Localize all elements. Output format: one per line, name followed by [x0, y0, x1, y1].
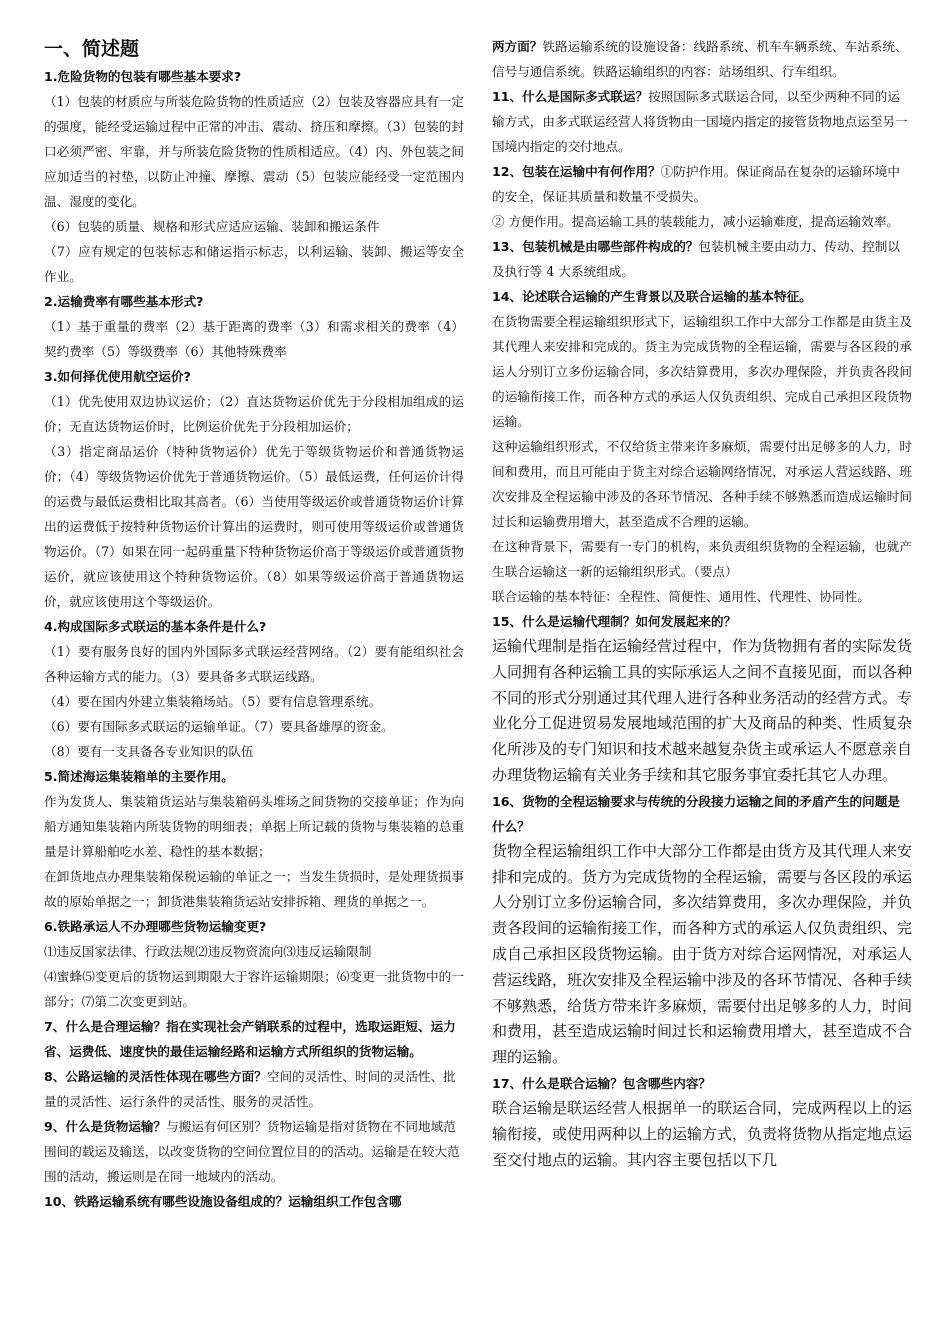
question-title	[44, 914, 464, 939]
answer-paragraph: 运输代理制是指在运输经营过程中，作为货物拥有者的实际发货人同拥有各种运输工具的实际承运人之间不直接见面，而以各种不同的形式分别通过其代理人进行各种业务活动的经营方式。专业化分工促进贸易发展地域范围的扩大及商品的种类、性质复杂化所涉及的专门知识和技术越来越复杂货主或承运人不愿意亲自办理货物运输有关业务手续和其它服务事宜委托其它人办理。	[492, 637, 913, 784]
question-text: 10、铁路运输系统有哪些设施设备组成的？运输组织工作包含哪	[44, 1194, 402, 1209]
question-title	[492, 234, 912, 284]
question-title	[492, 789, 912, 839]
right-column	[492, 34, 912, 1173]
answer-paragraph: （1）要有服务良好的国内外国际多式联运经营网络。（2）要有能组织社会各种运输方式的能力。（3）要具备多式联运线路。	[44, 644, 464, 684]
section-heading: 一、简述题	[44, 38, 140, 60]
answer-paragraph: （1）包装的材质应与所装危险货物的性质适应（2）包装及容器应具有一定的强度，能经受运输过程中正常的冲击、震动、挤压和摩擦。（3）包装的封口必须严密、牢靠，并与所装危险货物的性质相适应。（4）内、外包装之间应加适当的衬垫，以防止冲撞、摩擦、震动（5）包装应能经受一定范围内温、湿度的变化。	[44, 94, 464, 209]
question-title	[44, 1189, 464, 1214]
question-title	[492, 159, 912, 209]
answer-paragraph: 作为发货人、集装箱货运站与集装箱码头堆场之间货物的交接单证；作为向船方通知集装箱内所装货物的明细表；单据上所记载的货物与集装箱的总重量是计算船舶吃水差、稳性的基本数据；	[44, 794, 464, 859]
question-title	[44, 64, 464, 89]
question-text: 6.铁路承运人不办理哪些货物运输变更?	[44, 919, 267, 934]
answer-paragraph: ② 方便作用。提高运输工具的装载能力，减小运输难度，提高运输效率。	[492, 214, 900, 229]
question-text: 7、什么是合理运输？指在实现社会产销联系的过程中，选取运距短、运力省、运费低、速度快的最佳运输经路和运输方式所组织的货物运输。	[44, 1019, 456, 1059]
question-title	[44, 614, 464, 639]
answer-paragraph: （7）应有规定的包装标志和储运指示标志，以利运输、装卸、搬运等安全作业。	[44, 244, 464, 284]
question-text: 12、包装在运输中有何作用？	[492, 164, 661, 179]
answer-paragraph: ⑷蜜蜂⑸变更后的货物运到期限大于容许运输期限；⑹变更一批货物中的一部分；⑺第二次变更到站。	[44, 969, 464, 1009]
answer-paragraph: 这种运输组织形式，不仅给货主带来许多麻烦，需要付出足够多的人力，时间和费用，而且可能由于货主对综合运输网络情况，对承运人营运线路、班次安排及全程运输中涉及的各环节情况、各种手续不够熟悉而造成运输时间过长和运输费用增大，甚至造成不合理的运输。	[492, 439, 912, 529]
question-title	[492, 284, 912, 309]
question-title	[44, 364, 464, 389]
question-text: 16、货物的全程运输要求与传统的分段接力运输之间的矛盾产生的问题是什么？	[492, 793, 900, 834]
inline-answer: 包装机械主要由动力、传动、控制以及执行等 4 大系统组成。	[492, 239, 900, 279]
question-text: 9、什么是货物运输？	[44, 1119, 167, 1134]
answer-paragraph: 货物全程运输组织工作中大部分工作都是由货方及其代理人来安排和完成的。货方为完成货物的全程运输，需要与各区段的承运人分别订立多份运输合同，多次结算费用，多次办理保险，并负责各段间的运输衔接工作，而各种方式的承运人仅负责组织、完成自己承担区段货物运输。由于货方对综合运网情况，对承运人营运线路，班次安排及全程运输中涉及的各环节情况、各种手续不够熟悉，给货方带来许多麻烦，需要付出足够多的人力，时间和费用，甚至造成运输时间过长和运输费用增大，甚至造成不合理的运输。	[492, 841, 913, 1067]
question-text: 8、公路运输的灵活性体现在哪些方面？	[44, 1069, 267, 1084]
question-text: 4.构成国际多式联运的基本条件是什么?	[44, 619, 267, 634]
question-text: 两方面？	[492, 39, 543, 54]
inline-answer: 铁路运输系统的设施设备：线路系统、机车车辆系统、车站系统、信号与通信系统。铁路运输组织的内容：站场组织、行车组织。	[492, 39, 908, 79]
inline-answer: 按照国际多式联运合同，以至少两种不同的运输方式，由多式联运经营人将货物由一国境内指定的接管货物地点运至另一国境内指定的交付地点。	[492, 89, 908, 154]
question-title	[44, 764, 464, 789]
answer-paragraph: ⑴违反国家法律、行政法规⑵违反物资流向⑶违反运输限制	[44, 944, 372, 959]
question-text: 17、什么是联合运输？包含哪些内容？	[492, 1075, 712, 1091]
answer-paragraph: 在这种背景下，需要有一专门的机构，来负责组织货物的全程运输，也就产生联合运输这一新的运输组织形式。（要点）	[492, 539, 912, 579]
inline-answer: 与搬运有何区别？货物运输是指对货物在不同地域范围间的载运及输送，以改变货物的空间位置位目的的活动。运输是在较大范围的活动，搬运则是在同一地域内的活动。	[44, 1119, 460, 1184]
question-title	[492, 609, 912, 634]
left-column	[44, 34, 464, 1214]
inline-answer: ①防护作用。保证商品在复杂的运输环境中的安全，保证其质量和数量不受损失。	[492, 164, 900, 204]
answer-paragraph: （1）基于重量的费率（2）基于距离的费率（3）和需求相关的费率（4）契约费率（5）等级费率（6）其他特殊费率	[44, 319, 464, 359]
question-text: 14、论述联合运输的产生背景以及联合运输的基本特征。	[492, 289, 812, 304]
answer-paragraph: （6）包装的质量、规格和形式应适应运输、装卸和搬运条件	[44, 219, 380, 234]
answer-paragraph: （8）要有一支具备各专业知识的队伍	[44, 744, 254, 759]
answer-paragraph: 联合运输是联运经营人根据单一的联运合同，完成两程以上的运输衔接，或使用两种以上的运输方式，负责将货物从指定地点运至交付地点的运输。其内容主要包括以下几	[492, 1098, 913, 1169]
answer-paragraph: （1）优先使用双边协议运价；（2）直达货物运价优先于分段相加组成的运价；无直达货物运价时，比例运价优先于分段相加运价；	[44, 394, 464, 434]
answer-paragraph: 在卸货地点办理集装箱保税运输的单证之一；当发生货损时，是处理货损事故的原始单据之一；卸货港集装箱货运站安排拆箱、理货的单据之一。	[44, 869, 464, 909]
answer-paragraph: 联合运输的基本特征：全程性、简便性、通用性、代理性、协同性。	[492, 589, 870, 604]
question-title	[492, 84, 912, 159]
answer-paragraph: （6）要有国际多式联运的运输单证。（7）要具备雄厚的资金。	[44, 719, 394, 734]
question-title	[44, 1014, 464, 1064]
question-title	[492, 34, 912, 84]
question-title	[44, 1064, 464, 1114]
answer-paragraph: （3）指定商品运价（特种货物运价）优先于等级货物运价和普通货物运价；（4）等级货物运价优先于普通货物运价。（5）最低运费，任何运价计得的运费与最低运费相比取其高者。（6）当使用等级运价或普通货物运价计算出的运费低于按特种货物运价计算出的运费时，则可使用等级运价或普通货物运价。（7）如果在同一起码重量下特种货物运价高于等级运价或普通货物运价，就应该使用这个特种货物运价。（8）如果等级运价高于普通货物运价，就应该使用这个等级运价。	[44, 444, 464, 609]
question-text: 11、什么是国际多式联运？	[492, 89, 649, 104]
question-text: 1.危险货物的包装有哪些基本要求?	[44, 69, 242, 84]
question-text: 2.运输费率有哪些基本形式?	[44, 294, 204, 309]
question-text: 13、包装机械是由哪些部件构成的？	[492, 239, 699, 254]
question-text: 3.如何择优使用航空运价?	[44, 369, 191, 384]
answer-paragraph: 在货物需要全程运输组织形式下，运输组织工作中大部分工作都是由货主及其代理人来安排和完成的。货主为完成货物的全程运输，需要与各区段的承运人分别订立多份运输合同，多次结算费用，多次办理保险，并负责各段间的运输衔接工作，而各种方式的承运人仅负责组织、完成自己承担区段货物运输。	[492, 314, 912, 429]
answer-paragraph: （4）要在国内外建立集装箱场站。（5）要有信息管理系统。	[44, 694, 382, 709]
question-title	[492, 1071, 912, 1096]
inline-answer: 空间的灵活性、时间的灵活性、批量的灵活性、运行条件的灵活性、服务的灵活性。	[44, 1069, 456, 1109]
question-title	[44, 289, 464, 314]
question-text: 5.简述海运集装箱单的主要作用。	[44, 769, 234, 784]
question-text: 15、什么是运输代理制？如何发展起来的？	[492, 614, 737, 629]
question-title	[44, 1114, 464, 1189]
